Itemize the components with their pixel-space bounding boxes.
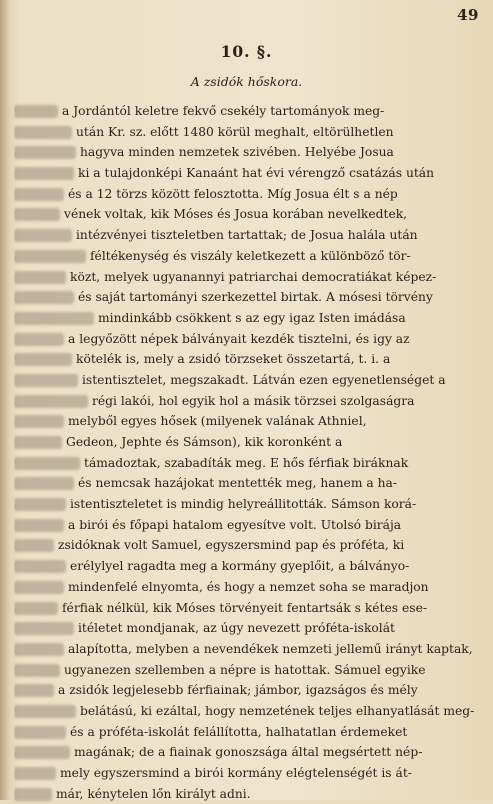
section-title: A zsidók hőskora. (190, 74, 303, 89)
text-line (14, 742, 474, 763)
blurred-text-fragment (14, 353, 72, 366)
line-text: zsidóknak volt Samuel, egyszersmind pap és próféta, ki (58, 538, 405, 553)
line-text: ugyanezen szellemben a népre is hatottak. Sámuel egyike (64, 662, 426, 677)
text-line (14, 577, 474, 598)
line-text: alapította, melyben a nevendékek nemzeti jellemű irányt kaptak, (68, 641, 473, 656)
line-text: és a 12 törzs között felosztotta. Míg Josua élt s a nép (68, 186, 398, 201)
blurred-text-fragment (14, 581, 64, 594)
line-text: és a próféta-iskolát felállította, halhatatlan érdemeket (70, 724, 408, 739)
text-line (14, 308, 474, 329)
blurred-text-fragment (14, 271, 66, 284)
text-line (14, 246, 474, 267)
text-line (14, 473, 474, 494)
binding-shadow (0, 0, 10, 800)
blurred-text-fragment (14, 684, 54, 697)
text-line (14, 618, 474, 639)
text-line (14, 225, 474, 246)
blurred-text-fragment (14, 250, 86, 263)
line-text: intézvényei tiszteletben tartattak; de Josua halála után (76, 228, 418, 243)
text-line (14, 163, 474, 184)
line-text: melyből egyes hősek (milyenek valának Athniel, (68, 414, 367, 429)
blurred-text-fragment (14, 746, 70, 759)
line-text: magának; de a fiainak gonoszsága által megsértett nép- (74, 745, 423, 760)
line-text: a birói és főpapi hatalom egyesítve volt. Utolsó birája (68, 517, 402, 532)
section-number: 10. §. (220, 42, 273, 61)
blurred-text-fragment (14, 602, 58, 615)
line-text: istentisztelet, megszakadt. Látván ezen egyenetlenséget a (82, 372, 446, 387)
blurred-text-fragment (14, 788, 52, 801)
line-text: mindenfelé elnyomta, és hogy a nemzet soha se maradjon (68, 579, 429, 594)
line-text: férfiak nélkül, kik Móses törvényeit fentartsák s kétes ese- (62, 600, 428, 615)
text-line (14, 535, 474, 556)
line-text: itéletet mondjanak, az úgy nevezett próféta-iskolát (78, 621, 395, 636)
text-line (14, 267, 474, 288)
blurred-text-fragment (14, 664, 60, 677)
blurred-text-fragment (14, 208, 60, 221)
text-line (14, 784, 474, 804)
blurred-text-fragment (14, 415, 64, 428)
blurred-text-fragment (14, 146, 76, 159)
text-line (14, 370, 474, 391)
body-text (14, 101, 474, 804)
blurred-text-fragment (14, 457, 80, 470)
blurred-text-fragment (14, 477, 74, 490)
blurred-text-fragment (14, 312, 94, 325)
text-line (14, 122, 474, 143)
blurred-text-fragment (14, 395, 88, 408)
text-line (14, 204, 474, 225)
text-line (14, 639, 474, 660)
text-line (14, 432, 474, 453)
line-text: mindinkább csökkent s az egy igaz Isten imádása (98, 310, 406, 325)
text-line (14, 680, 474, 701)
blurred-text-fragment (14, 291, 74, 304)
line-text: vének voltak, kik Móses és Josua korában nevelkedtek, (64, 207, 408, 222)
line-text: a zsidók legjelesebb férfiainak; jámbor, igazságos és mély (58, 683, 418, 698)
text-line (14, 494, 474, 515)
text-line (14, 287, 474, 308)
blurred-text-fragment (14, 622, 74, 635)
text-line (14, 763, 474, 784)
text-line (14, 184, 474, 205)
text-line (14, 349, 474, 370)
blurred-text-fragment (14, 767, 56, 780)
line-text: és nemcsak hazájokat mentették meg, hanem a ha- (78, 476, 398, 491)
text-line (14, 142, 474, 163)
line-text: után Kr. sz. előtt 1480 körül meghalt, eltörülhetlen (76, 124, 394, 139)
page-number: 49 (457, 6, 479, 24)
line-text: támadoztak, szabadíták meg. E hős férfiak biráknak (84, 455, 409, 470)
line-text: istentiszteletet is mindig helyreállitották. Sámson korá- (70, 497, 417, 512)
blurred-text-fragment (14, 560, 66, 573)
line-text: a Jordántól keletre fekvő csekély tartományok meg- (62, 104, 385, 118)
text-line (14, 101, 474, 122)
blurred-text-fragment (14, 333, 64, 346)
blurred-text-fragment (14, 105, 58, 118)
blurred-text-fragment (14, 229, 72, 242)
line-text: régi lakói, hol egyik hol a másik törzsei szolgaságra (92, 393, 415, 408)
blurred-text-fragment (14, 167, 74, 180)
text-line (14, 411, 474, 432)
blurred-text-fragment (14, 519, 64, 532)
blurred-text-fragment (14, 126, 72, 139)
text-line (14, 329, 474, 350)
blurred-text-fragment (14, 726, 66, 739)
text-line (14, 453, 474, 474)
blurred-text-fragment (14, 643, 64, 656)
line-text: belátású, ki ezáltal, hogy nemzetének teljes elhanyatlását meg- (80, 703, 474, 718)
text-line (14, 515, 474, 536)
line-text: hagyva minden nemzetek szivében. Helyébe Josua (80, 145, 394, 160)
line-text: Gedeon, Jephte és Sámson), kik koronként a (66, 435, 343, 449)
line-text: kötelék is, mely a zsidó törzseket összetartá, t. i. a (76, 352, 391, 367)
line-text: ki a tulajdonképi Kanaánt hat évi vérengző csatázás után (78, 166, 435, 181)
text-line (14, 556, 474, 577)
text-line (14, 660, 474, 681)
line-text: és saját tartományi szerkezettel birtak. A mósesi törvény (78, 290, 433, 305)
blurred-text-fragment (14, 539, 54, 552)
blurred-text-fragment (14, 188, 64, 201)
line-text: már, kénytelen lőn királyt adni. (56, 786, 251, 801)
blurred-text-fragment (14, 374, 78, 387)
text-line (14, 598, 474, 619)
blurred-text-fragment (14, 436, 62, 449)
line-text: közt, melyek ugyanannyi patriarchai democratiákat képez- (70, 269, 437, 284)
text-line (14, 701, 474, 722)
blurred-text-fragment (14, 498, 66, 511)
text-line (14, 391, 474, 412)
line-text: a legyőzött népek bálványait kezdék tisztelni, és igy az (68, 331, 410, 346)
line-text: mely egyszersmind a birói kormány elégtelenségét is át- (60, 766, 412, 780)
line-text: erélylyel ragadta meg a kormány gyeplőit, a bálványo- (70, 559, 410, 574)
line-text: féltékenység és viszály keletkezett a különböző tör- (90, 248, 411, 263)
text-line (14, 722, 474, 743)
blurred-text-fragment (14, 705, 76, 718)
